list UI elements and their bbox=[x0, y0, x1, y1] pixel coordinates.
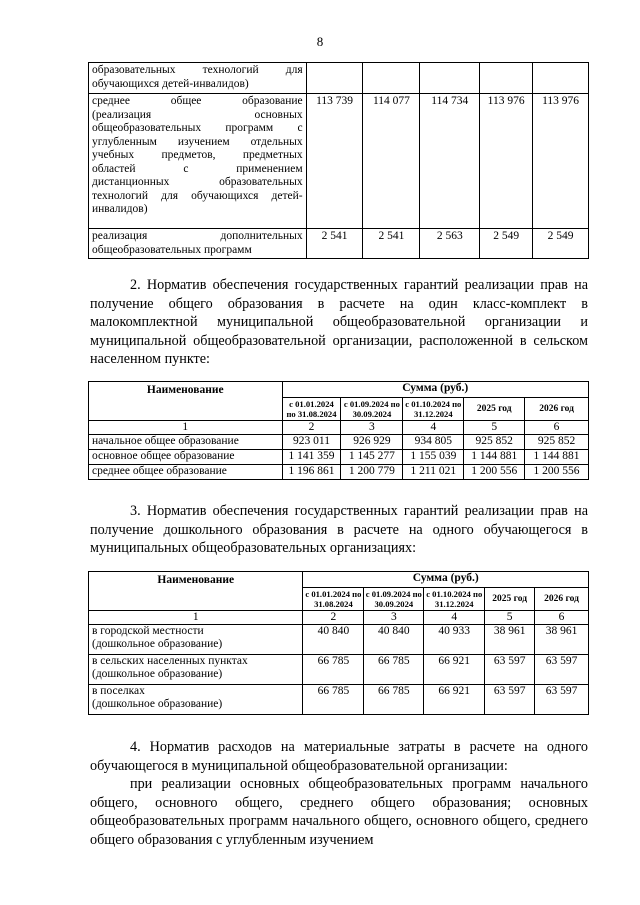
page-number: 8 bbox=[316, 34, 324, 49]
value-cell: 2 541 bbox=[363, 229, 420, 259]
row-name: реализация дополнительных общеобразовательных программ bbox=[89, 229, 307, 259]
value-cell: 1 200 556 bbox=[525, 465, 589, 480]
value-cell: 63 597 bbox=[485, 655, 535, 685]
table-row bbox=[89, 625, 589, 655]
value-cell: 1 144 881 bbox=[464, 450, 525, 465]
value-cell: 1 200 779 bbox=[341, 465, 403, 480]
row-name: в сельских населенных пунктах (дошкольное образование) bbox=[89, 655, 303, 685]
value-cell: 1 144 881 bbox=[525, 450, 589, 465]
section-4-paragraph: 4. Норматив расходов на материальные затраты в расчете на одного обучающегося в муниципальной общеобразовательной организации: при реализации основных общеобразовательных программ начального общего, основного общего, среднего общего образования; основных общеобразовательных программ начального общего, основного общего, среднего общего образования с углубленным изучением bbox=[90, 739, 588, 848]
value-cell: 66 785 bbox=[364, 685, 424, 715]
value-cell: 66 785 bbox=[303, 655, 364, 685]
column-number: 3 bbox=[341, 421, 403, 435]
value-cell bbox=[363, 63, 420, 94]
section-3-paragraph: 3. Норматив обеспечения государственных гарантий реализации прав на получение дошкольного образования в расчете на одного обучающегося в муниципальных общеобразовательных организациях: bbox=[90, 503, 588, 556]
value-cell: 66 785 bbox=[303, 685, 364, 715]
value-cell: 63 597 bbox=[485, 685, 535, 715]
value-cell: 925 852 bbox=[464, 435, 525, 450]
table-row bbox=[89, 685, 589, 715]
table-row bbox=[89, 450, 589, 465]
column-number: 2 bbox=[303, 611, 364, 625]
value-cell: 66 921 bbox=[424, 655, 485, 685]
value-cell: 38 961 bbox=[485, 625, 535, 655]
value-cell: 1 141 359 bbox=[282, 450, 341, 465]
value-cell: 2 541 bbox=[306, 229, 363, 259]
table-row bbox=[89, 435, 589, 450]
row-name: в городской местности (дошкольное образование) bbox=[89, 625, 303, 655]
value-cell: 2 549 bbox=[480, 229, 533, 259]
header-period: с 01.01.2024 по 31.08.2024 bbox=[282, 398, 341, 421]
value-cell: 38 961 bbox=[535, 625, 589, 655]
row-name: в поселках (дошкольное образование) bbox=[89, 685, 303, 715]
value-cell: 1 196 861 bbox=[282, 465, 341, 480]
column-number: 5 bbox=[464, 421, 525, 435]
column-number: 5 bbox=[485, 611, 535, 625]
value-cell: 66 785 bbox=[364, 655, 424, 685]
column-number: 6 bbox=[525, 421, 589, 435]
value-cell: 934 805 bbox=[403, 435, 464, 450]
row-name: среднее общее образование bbox=[89, 465, 283, 480]
header-period: с 01.09.2024 по 30.09.2024 bbox=[341, 398, 403, 421]
value-cell: 66 921 bbox=[424, 685, 485, 715]
table-row bbox=[89, 655, 589, 685]
value-cell: 114 077 bbox=[363, 94, 420, 229]
header-year: 2026 год bbox=[525, 398, 589, 421]
section-2-paragraph: 2. Норматив обеспечения государственных гарантий реализации прав на получение общего образования в расчете на один класс-комплект в малокомплектной муниципальной общеобразовательной организации и муниципальной общеобразовательной организации, расположенной в сельском населенном пункте: bbox=[90, 277, 588, 367]
value-cell: 1 155 039 bbox=[403, 450, 464, 465]
table-row bbox=[89, 229, 589, 259]
header-period: с 01.10.2024 по 31.12.2024 bbox=[403, 398, 464, 421]
value-cell bbox=[533, 63, 589, 94]
value-cell bbox=[480, 63, 533, 94]
header-period: с 01.01.2024 по 31.08.2024 bbox=[303, 588, 364, 611]
column-number: 1 bbox=[89, 421, 283, 435]
value-cell: 2 563 bbox=[420, 229, 480, 259]
column-number: 1 bbox=[89, 611, 303, 625]
header-year: 2025 год bbox=[464, 398, 525, 421]
continuation-table bbox=[88, 62, 589, 259]
header-year: 2026 год bbox=[535, 588, 589, 611]
section-4-continuation: при реализации основных общеобразовательных программ начального общего, основного общего, среднего общего образования; основных общеобразовательных программ начального общего, основного общего, среднего общего образования с углубленным изучением bbox=[90, 776, 588, 848]
header-period: с 01.09.2024 по 30.09.2024 bbox=[365, 589, 422, 609]
value-cell: 114 734 bbox=[420, 94, 480, 229]
preschool-norms-table bbox=[88, 571, 589, 715]
column-number: 3 bbox=[364, 611, 424, 625]
header-period: с 01.10.2024 по 31.12.2024 bbox=[424, 588, 485, 611]
column-number: 2 bbox=[282, 421, 341, 435]
value-cell: 926 929 bbox=[341, 435, 403, 450]
column-number: 4 bbox=[403, 421, 464, 435]
value-cell: 113 739 bbox=[306, 94, 363, 229]
table-row bbox=[89, 94, 589, 229]
value-cell: 1 145 277 bbox=[341, 450, 403, 465]
header-sum: Сумма (руб.) bbox=[303, 572, 589, 588]
value-cell: 923 011 bbox=[282, 435, 341, 450]
value-cell: 63 597 bbox=[535, 655, 589, 685]
value-cell: 63 597 bbox=[535, 685, 589, 715]
value-cell: 113 976 bbox=[533, 94, 589, 229]
header-sum: Сумма (руб.) bbox=[282, 382, 588, 398]
value-cell: 1 200 556 bbox=[464, 465, 525, 480]
row-name: образовательных технологий для обучающихся детей-инвалидов) bbox=[89, 63, 307, 94]
table-row bbox=[89, 465, 589, 480]
value-cell: 113 976 bbox=[480, 94, 533, 229]
value-cell: 925 852 bbox=[525, 435, 589, 450]
header-name: Наименование bbox=[89, 382, 283, 421]
table-row bbox=[89, 63, 589, 94]
value-cell: 40 933 bbox=[424, 625, 485, 655]
row-name: основное общее образование bbox=[89, 450, 283, 465]
column-number: 6 bbox=[535, 611, 589, 625]
value-cell bbox=[420, 63, 480, 94]
value-cell bbox=[306, 63, 363, 94]
value-cell: 40 840 bbox=[364, 625, 424, 655]
column-number: 4 bbox=[424, 611, 485, 625]
row-name: начальное общее образование bbox=[89, 435, 283, 450]
value-cell: 1 211 021 bbox=[403, 465, 464, 480]
header-name: Наименование bbox=[89, 572, 303, 611]
value-cell: 40 840 bbox=[303, 625, 364, 655]
header-year: 2025 год bbox=[485, 588, 535, 611]
value-cell: 2 549 bbox=[533, 229, 589, 259]
row-name: среднее общее образование (реализация основных общеобразовательных программ с углубленным изучением отдельных учебных предметов, предметных областей с применением дистанционных образовательных технологий для обучающихся детей- инвалидов) bbox=[89, 94, 307, 229]
class-set-norms-table bbox=[88, 381, 589, 480]
